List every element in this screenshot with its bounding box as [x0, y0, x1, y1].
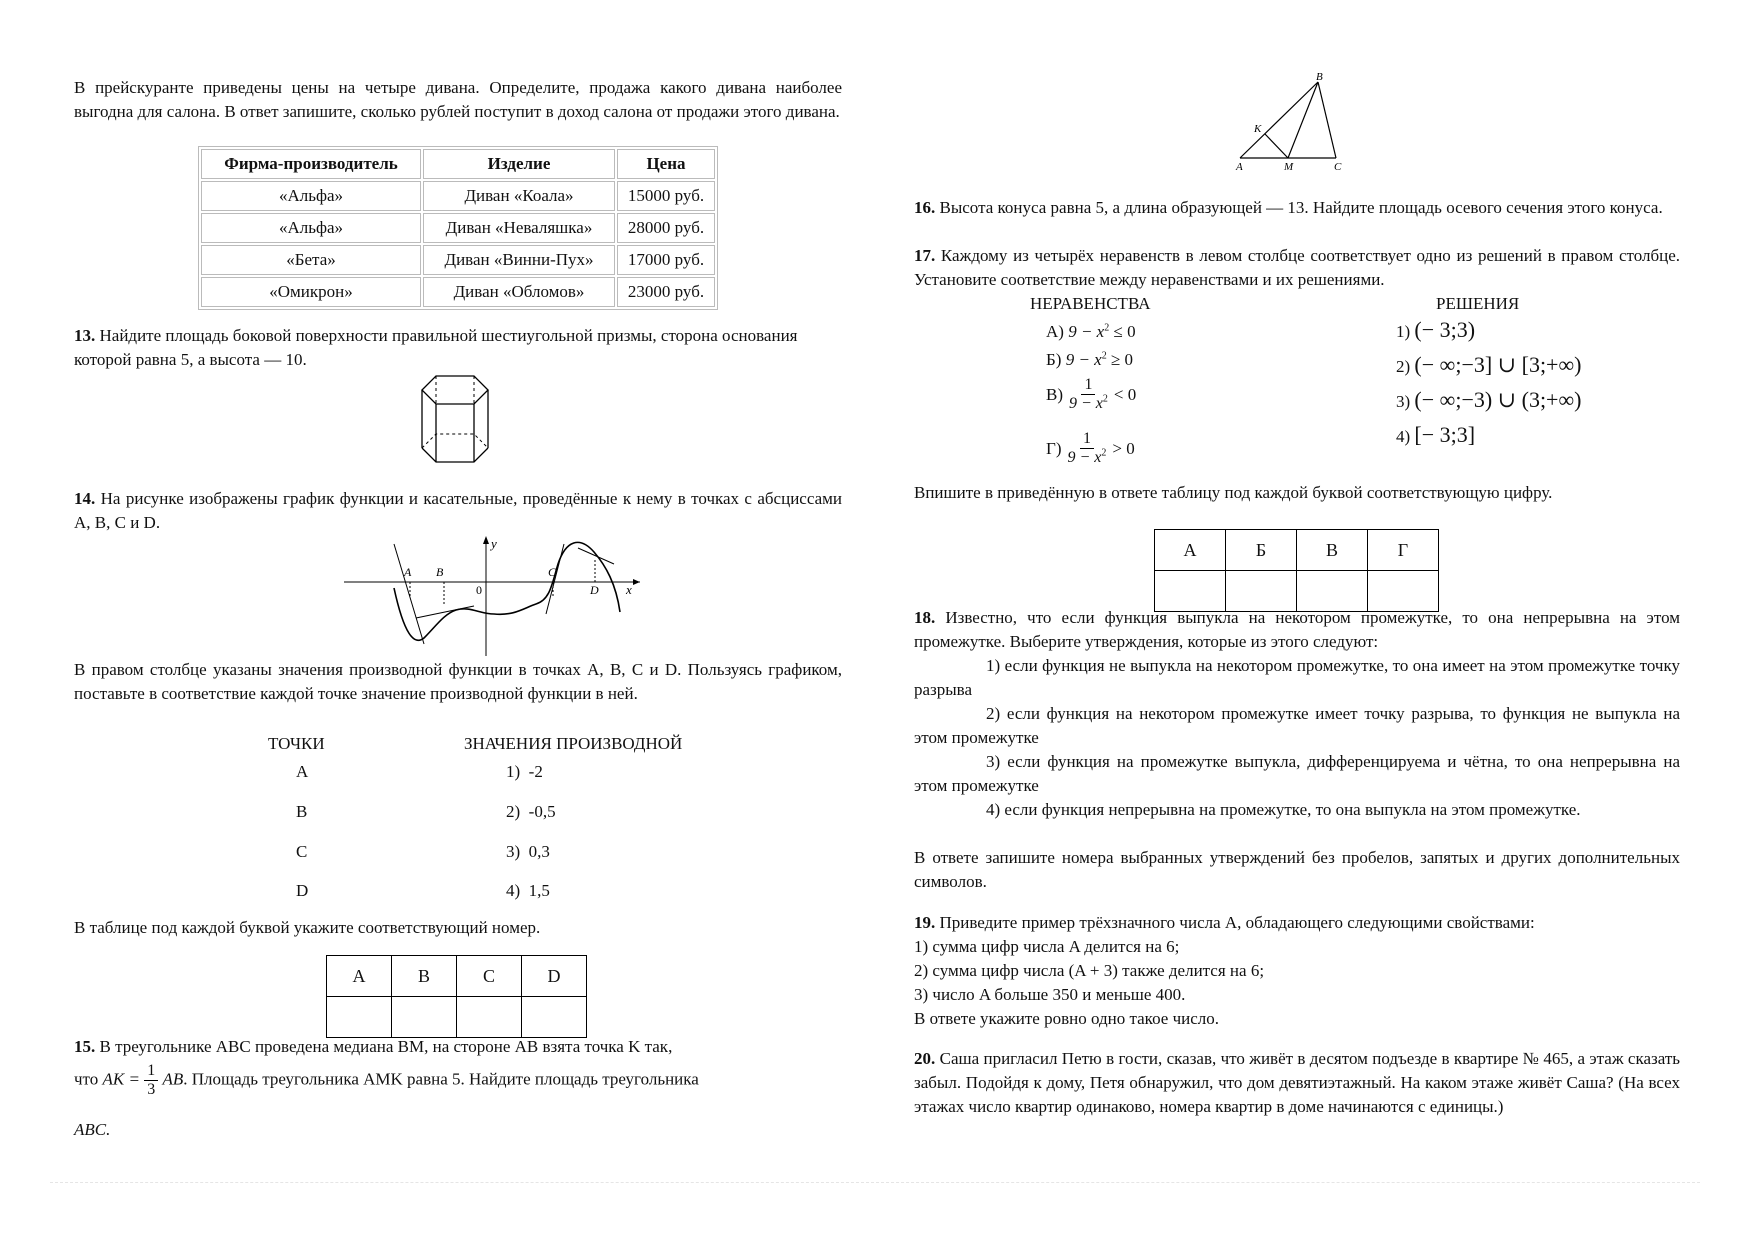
price-cell: 15000 руб. [617, 181, 715, 211]
triangle-label-k: K [1254, 123, 1262, 135]
q19-line-3: 3) число A больше 350 и меньше 400. [914, 985, 1186, 1004]
price-cell: «Альфа» [201, 213, 421, 243]
ineq-den-expr: 9 − x [1069, 395, 1103, 412]
q17-number: 17. [914, 246, 936, 265]
q12-text: В прейскуранте приведены цены на четыре дивана. Определите, продажа какого дивана наиболее выгодна для салона. В ответ запишите, сколько рублей поступит в доход салона от продажи этого дивана. [74, 78, 842, 121]
triangle-figure [1230, 72, 1380, 172]
solution-value: (− 3;3) [1414, 317, 1476, 342]
solution-4 [1396, 423, 1475, 449]
q13-number: 13. [74, 326, 96, 345]
price-col-item: Изделие [423, 149, 615, 179]
graph-label-y: y [491, 536, 497, 551]
table-row [201, 181, 715, 211]
point-c: C [296, 842, 308, 861]
q15-line1 [74, 1035, 842, 1059]
graph-label-c: C [548, 565, 557, 579]
q18-statement-4: 4) если функция непрерывна на промежутке, то она выпукла на этом промежутке. [986, 800, 1581, 819]
graph-label-origin: 0 [476, 583, 482, 597]
value-number: 3) [506, 842, 521, 861]
inequality-a [1046, 320, 1136, 344]
value-item [506, 840, 550, 864]
answer-header-d: D [522, 956, 587, 997]
q18 [914, 606, 1680, 654]
q15-abc: ABC. [74, 1120, 111, 1139]
q18-statement-3: 3) если функция на промежутке выпукла, дифференцируема и чётна, то она непрерывна на этом промежутке [914, 752, 1680, 795]
price-col-price: Цена [617, 149, 715, 179]
q16-text: Высота конуса равна 5, а длина образующей — 13. Найдите площадь осевого сечения этого конуса. [939, 198, 1663, 217]
triangle-label-c: C [1334, 161, 1342, 172]
q18-tail: В ответе запишите номера выбранных утверждений без пробелов, запятых и других дополнительных символов. [914, 848, 1680, 891]
price-cell: «Альфа» [201, 181, 421, 211]
value-text: 1,5 [528, 881, 550, 900]
triangle-label-m: M [1284, 161, 1294, 172]
q15-number: 15. [74, 1037, 96, 1056]
table-row [201, 213, 715, 243]
scan-edge-bottom [50, 1182, 1700, 1183]
price-cell: 23000 руб. [617, 277, 715, 307]
price-table [198, 146, 718, 310]
value-item [506, 760, 543, 784]
q18-text: Известно, что если функция выпукла на некотором промежутке, то она непрерывна на этом промежутке. Выберите утверждения, которые из этого следуют: [914, 608, 1680, 651]
ineq-frac-num: 1 [1081, 376, 1095, 395]
q18-number: 18. [914, 608, 936, 627]
graph-label-d: D [590, 583, 599, 597]
ineq-expr: 9 − x [1065, 350, 1102, 369]
price-table-header [201, 149, 715, 179]
answer-cell-c[interactable] [457, 997, 522, 1038]
ineq-sup: 2 [1102, 393, 1108, 405]
ineq-label: В) [1046, 384, 1063, 404]
ineq-sign: ≥ 0 [1110, 350, 1134, 369]
point-b: B [296, 802, 308, 821]
value-number: 4) [506, 881, 521, 900]
solution-2 [1396, 353, 1581, 379]
ineq-frac-den [1068, 449, 1107, 467]
q15-frac-num: 1 [144, 1062, 158, 1081]
value-item [506, 800, 556, 824]
solution-3 [1396, 388, 1581, 414]
q19-text: Приведите пример трёхзначного числа A, обладающего следующими свойствами: [939, 913, 1535, 932]
q19-number: 19. [914, 913, 936, 932]
q17 [914, 244, 1680, 292]
col-values-header: ЗНАЧЕНИЯ ПРОИЗВОДНОЙ [464, 734, 683, 753]
answer-header-a: А [1155, 530, 1226, 571]
answer-header-b: Б [1226, 530, 1297, 571]
q15-fraction [144, 1062, 158, 1099]
q17-text2: Впишите в приведённую в ответе таблицу под каждой буквой соответствующую цифру. [914, 483, 1553, 502]
price-cell: Диван «Неваляшка» [423, 213, 615, 243]
q15-frac-den: 3 [147, 1081, 156, 1098]
answer-cell-a[interactable] [327, 997, 392, 1038]
q19-line-4: В ответе укажите ровно одно такое число. [914, 1009, 1219, 1028]
solution-number: 1) [1396, 322, 1411, 341]
q14-answer-table [326, 955, 587, 1038]
ineq-den-expr: 9 − x [1067, 449, 1102, 466]
table-row [201, 245, 715, 275]
q20 [914, 1047, 1680, 1119]
ineq-frac-den [1069, 395, 1108, 413]
solution-value: (− ∞;−3] ∪ [3;+∞) [1414, 352, 1582, 377]
q16-number: 16. [914, 198, 936, 217]
value-text: -2 [528, 762, 543, 781]
q14-text: На рисунке изображены график функции и касательные, проведённые к нему в точках с абсциссами A, B, C и D. [74, 489, 842, 532]
ineq-sup: 2 [1101, 447, 1107, 459]
price-cell: «Омикрон» [201, 277, 421, 307]
function-graph-figure [344, 534, 644, 658]
solution-value: (− ∞;−3) ∪ (3;+∞) [1414, 387, 1582, 412]
ineq-label: А) [1046, 322, 1064, 341]
answer-header-v: В [1297, 530, 1368, 571]
inequality-v [1046, 376, 1136, 413]
q20-text: Саша пригласил Петю в гости, сказав, что живёт в десятом подъезде в квартире № 465, а этаж сказать забыл. Подойдя к дому, Петя обнаружил, что дом девятиэтажный. На каком этаже живёт Саша? (На всех этажах число квартир одинаково, номера квартир в доме начинаются с единицы.) [914, 1049, 1681, 1116]
value-item [506, 879, 550, 903]
answer-cell-d[interactable] [522, 997, 587, 1038]
col-sol-header: РЕШЕНИЯ [1436, 294, 1520, 313]
table-row [201, 277, 715, 307]
solution-value: [− 3;3] [1414, 422, 1476, 447]
price-cell: Диван «Коала» [423, 181, 615, 211]
q13-text: Найдите площадь боковой поверхности правильной шестиугольной призмы, сторона основания которой равна 5, а высота — 10. [74, 326, 798, 369]
price-cell: 28000 руб. [617, 213, 715, 243]
q19-line-2: 2) сумма цифр числа (A + 3) также делится на 6; [914, 961, 1265, 980]
value-number: 2) [506, 802, 521, 821]
value-text: -0,5 [528, 802, 556, 821]
q17-answer-table [1154, 529, 1439, 612]
price-cell: «Бета» [201, 245, 421, 275]
point-a: A [296, 762, 309, 781]
ineq-sign: < 0 [1113, 384, 1137, 404]
q15-text1: В треугольнике ABC проведена медиана BM, на стороне AB взята точка K так, [99, 1037, 673, 1056]
answer-cell-b[interactable] [392, 997, 457, 1038]
ineq-sign: ≤ 0 [1113, 322, 1136, 341]
q19 [914, 911, 1680, 935]
q15-formula-rhs: AB [162, 1069, 184, 1089]
ineq-label: Б) [1046, 350, 1062, 369]
price-col-maker: Фирма-производитель [201, 149, 421, 179]
ineq-sup: 2 [1101, 350, 1107, 362]
graph-label-a: A [404, 565, 412, 579]
ineq-fraction [1068, 430, 1107, 467]
graph-label-x: x [626, 582, 632, 597]
col-points-header: ТОЧКИ [268, 734, 325, 753]
solution-number: 3) [1396, 392, 1411, 411]
solution-number: 4) [1396, 427, 1411, 446]
function-curve [394, 542, 620, 640]
col-ineq-header: НЕРАВЕНСТВА [1030, 294, 1151, 313]
q13 [74, 324, 814, 372]
solution-number: 2) [1396, 357, 1411, 376]
triangle-label-b: B [1316, 72, 1323, 83]
value-text: 0,3 [528, 842, 550, 861]
q18-statement-1: 1) если функция не выпукла на некотором промежутке, то она имеет на этом промежутке точку разрыва [914, 656, 1680, 699]
graph-label-b: B [436, 565, 444, 579]
q20-number: 20. [914, 1049, 936, 1068]
q16 [914, 196, 1674, 220]
price-cell: Диван «Винни-Пух» [423, 245, 615, 275]
solution-1 [1396, 318, 1475, 344]
answer-header-g: Г [1368, 530, 1439, 571]
q14-number: 14. [74, 489, 96, 508]
q19-line-1: 1) сумма цифр числа A делится на 6; [914, 937, 1180, 956]
q15-line3 [74, 1118, 110, 1142]
ineq-frac-num: 1 [1080, 430, 1094, 449]
inequality-b [1046, 348, 1133, 372]
point-d: D [296, 881, 309, 900]
q18-statement-2: 2) если функция на некотором промежутке имеет точку разрыва, то функция не выпукла на этом промежутке [914, 704, 1680, 747]
q14-table-caption: В таблице под каждой буквой укажите соответствующий номер. [74, 918, 541, 937]
q14-text2: В правом столбце указаны значения производной функции в точках A, B, C и D. Пользуясь графиком, поставьте в соответствие каждой точке значение производной функции в ней. [74, 660, 842, 703]
price-cell: Диван «Обломов» [423, 277, 615, 307]
hexagonal-prism-figure [414, 372, 500, 468]
triangle-label-a: A [1236, 161, 1243, 172]
inequality-g [1046, 430, 1135, 467]
q15-pre: что [74, 1069, 99, 1089]
value-number: 1) [506, 762, 521, 781]
q15-formula-lhs: AK = [102, 1069, 140, 1089]
ineq-label: Г) [1046, 438, 1062, 458]
answer-header-b: B [392, 956, 457, 997]
ineq-sign: > 0 [1112, 438, 1135, 458]
q14 [74, 487, 842, 535]
q17-text: Каждому из четырёх неравенств в левом столбце соответствует одно из решений в правом столбце. Установите соответствие между неравенствами и их решениями. [914, 246, 1680, 289]
answer-header-a: A [327, 956, 392, 997]
q15-after: . Площадь треугольника AMK равна 5. Найдите площадь треугольника [183, 1069, 699, 1089]
ineq-fraction [1069, 376, 1108, 413]
ineq-sup: 2 [1104, 322, 1110, 334]
price-cell: 17000 руб. [617, 245, 715, 275]
answer-header-c: C [457, 956, 522, 997]
q15-line2 [74, 1062, 842, 1099]
ineq-expr: 9 − x [1068, 322, 1105, 341]
